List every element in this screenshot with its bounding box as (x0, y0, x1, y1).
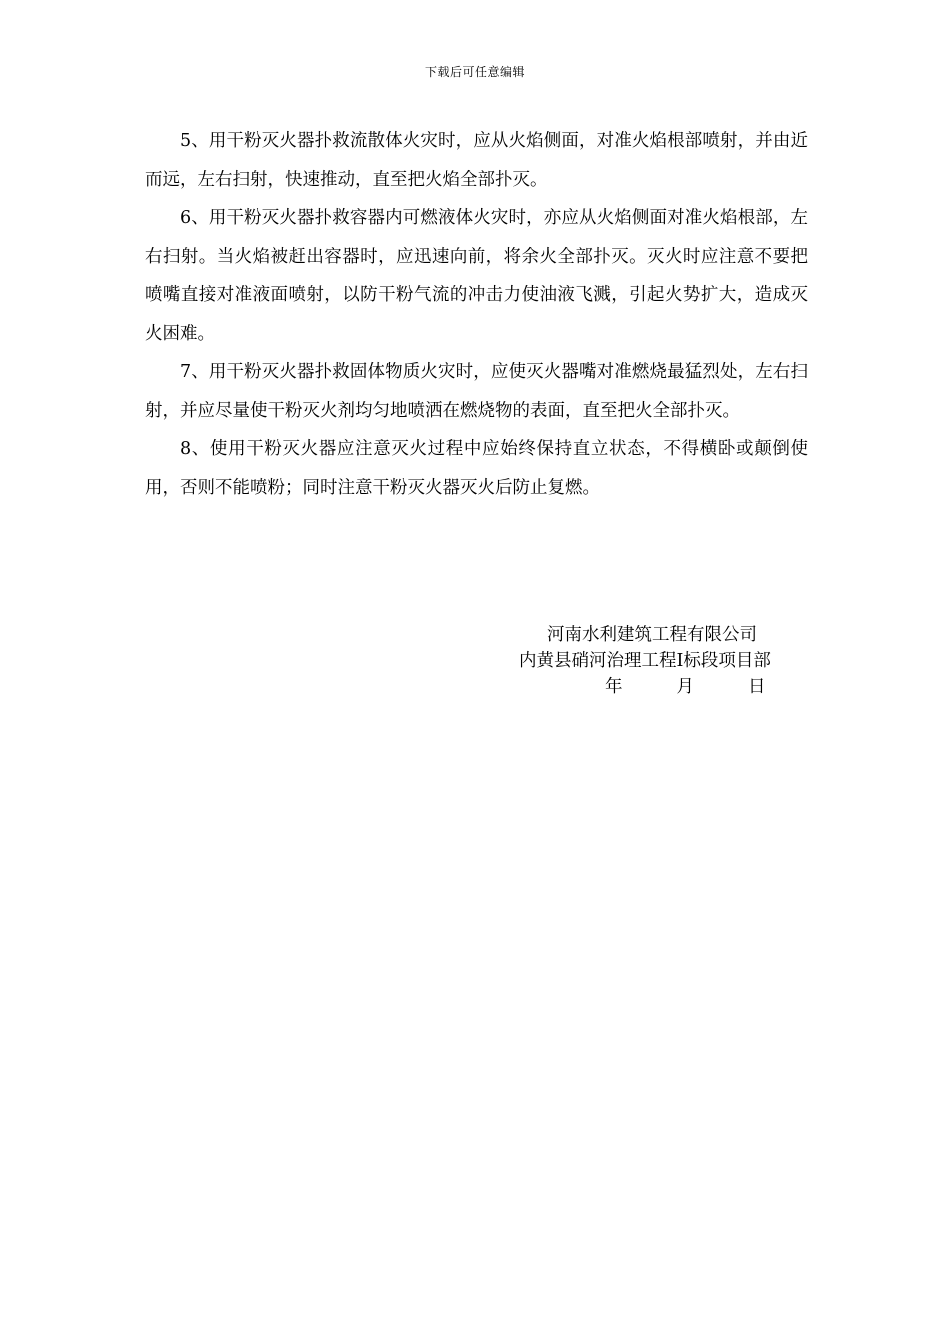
signature-company: 河南水利建筑工程有限公司 (547, 625, 757, 645)
date-month-label: 月 (676, 677, 694, 697)
paragraph-item-7: 7、用干粉灭火器扑救固体物质火灾时，应使灭火器嘴对准燃烧最猛烈处，左右扫射，并应尽量使干粉灭火剂均匀地喷洒在燃烧物的表面，直至把火全部扑灭。 (145, 362, 808, 421)
page-header-note: 下载后可任意编辑 (424, 65, 525, 79)
document-body (145, 122, 808, 507)
date-day-label: 日 (748, 677, 766, 697)
paragraph-item-5: 5、用干粉灭火器扑救流散体火灾时，应从火焰侧面，对准火焰根部喷射，并由近而远，左右扫射，快速推动，直至把火焰全部扑灭。 (145, 131, 808, 190)
signature-date (505, 674, 820, 700)
signature-block (505, 622, 820, 700)
signature-department: 内黄县硝河治理工程Ⅰ标段项目部 (519, 651, 771, 671)
paragraph-item-8: 8、使用干粉灭火器应注意灭火过程中应始终保持直立状态，不得横卧或颠倒使用，否则不能喷粉；同时注意干粉灭火器灭火后防止复燃。 (145, 439, 808, 498)
date-year-label: 年 (605, 677, 623, 697)
paragraph-item-6: 6、用干粉灭火器扑救容器内可燃液体火灾时，亦应从火焰侧面对准火焰根部，左右扫射。当火焰被赶出容器时，应迅速向前，将余火全部扑灭。灭火时应注意不要把喷嘴直接对准液面喷射，以防干粉气流的冲击力使油液飞溅，引起火势扩大，造成灭火困难。 (145, 208, 808, 344)
